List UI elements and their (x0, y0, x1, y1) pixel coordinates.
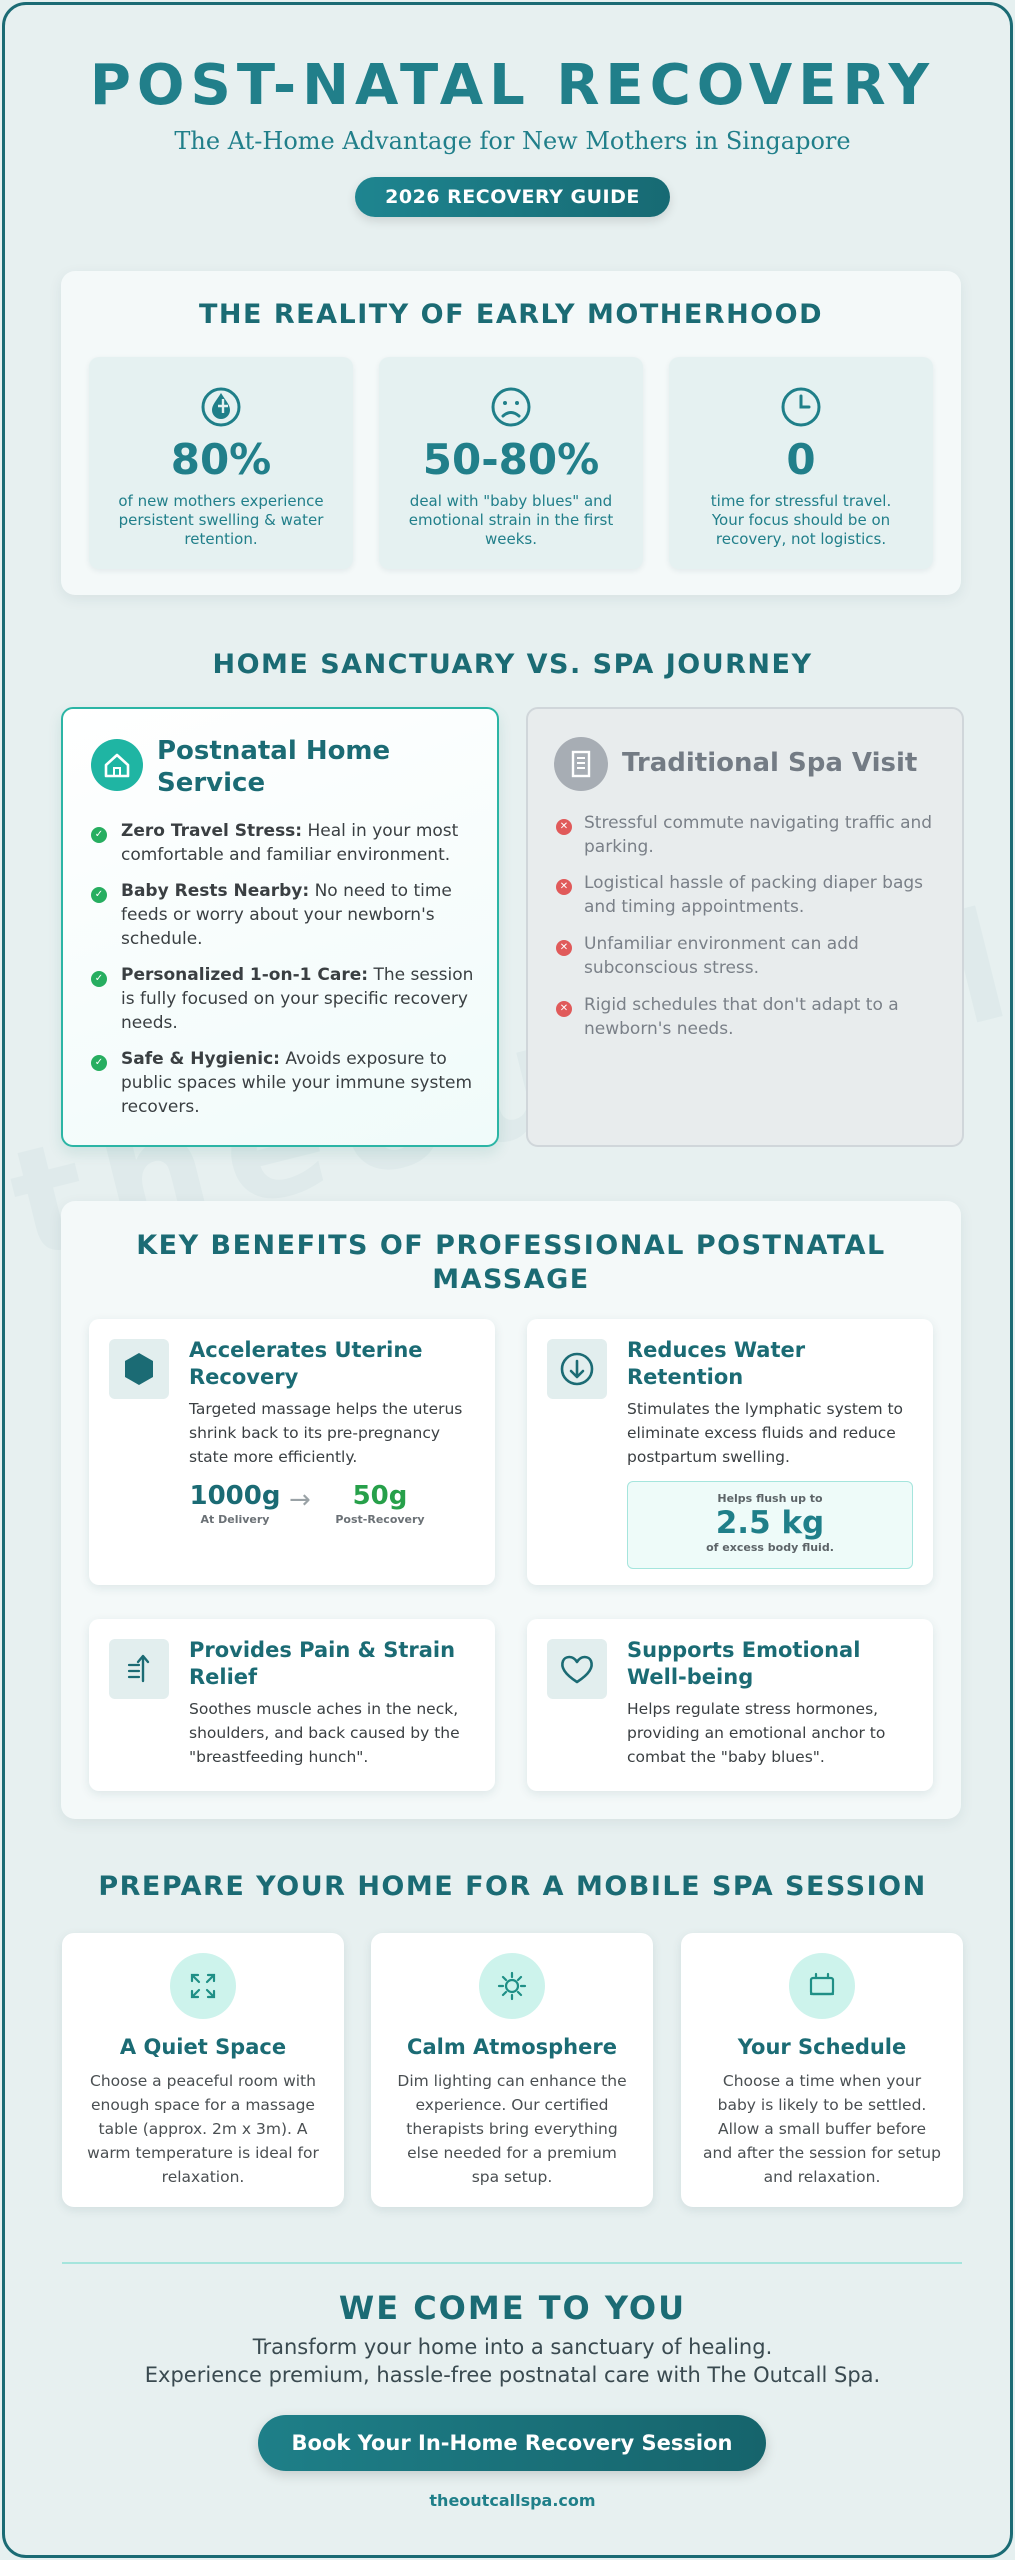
prep-card-quiet-space (62, 1933, 344, 2207)
expand-icon (170, 1953, 236, 2019)
benefit-text: Heal in your most comfortable and familiar environment. (121, 821, 459, 865)
benefit-title: Reduces Water Retention (627, 1338, 806, 1389)
benefit-card-pain-relief (89, 1619, 495, 1791)
prep-card-atmosphere (371, 1933, 653, 2207)
stat-card-swelling (89, 357, 353, 569)
prep-text: Dim lighting can enhance the experience. Our certified therapists bring everything else needed for a premium spa setup. (397, 2072, 627, 2186)
cross-icon: ✕ (556, 879, 572, 895)
clock-icon (779, 385, 823, 429)
prep-title: Calm Atmosphere (407, 2035, 617, 2059)
benefit-title: Accelerates Uterine Recovery (189, 1338, 423, 1389)
prep-title: A Quiet Space (119, 2035, 287, 2059)
home-benefit-item (121, 819, 481, 867)
prep-title: Your Schedule (737, 2035, 907, 2059)
cross-icon: ✕ (556, 1001, 572, 1017)
callout-bottom-text: of excess body fluid. (706, 1541, 834, 1554)
home-service-card (61, 707, 499, 1147)
website-link[interactable]: theoutcallspa.com (429, 2491, 596, 2510)
water-drop-icon (199, 385, 243, 429)
spa-drawback-item: Stressful commute navigating traffic and parking. (584, 813, 933, 857)
heart-icon (547, 1639, 607, 1699)
home-icon (91, 739, 143, 791)
end-weight-value: 50g (352, 1481, 408, 1511)
page-title: POST-NATAL RECOVERY (89, 53, 936, 118)
stat-card-baby-blues (379, 357, 643, 569)
sad-face-icon (489, 385, 533, 429)
arrow-down-circle-icon (547, 1339, 607, 1399)
prep-text: Choose a peaceful room with enough space for a massage table (approx. 2m x 3m). A warm temperature is ideal for relaxation. (87, 2072, 319, 2186)
cross-icon: ✕ (556, 940, 572, 956)
building-icon (554, 737, 608, 791)
relief-arrow-icon (109, 1639, 169, 1699)
start-weight-value: 1000g (189, 1481, 281, 1511)
benefit-card-water (527, 1319, 933, 1585)
spa-drawback-item: Rigid schedules that don't adapt to a newborn's needs. (584, 995, 899, 1039)
benefit-text: No need to time feeds or worry about your newborn's schedule. (121, 881, 452, 949)
reality-heading: THE REALITY OF EARLY MOTHERHOOD (199, 299, 823, 330)
benefit-card-emotional (527, 1619, 933, 1791)
benefits-heading: KEY BENEFITS OF PROFESSIONAL POSTNATAL MASSAGE (136, 1230, 886, 1295)
benefit-text: Targeted massage helps the uterus shrink back to its pre-pregnancy state more efficiently. (189, 1400, 463, 1466)
prep-text: Choose a time when your baby is likely to be settled. Allow a small buffer before and after the session for setup and relaxation. (703, 2072, 941, 2186)
check-icon: ✓ (91, 1055, 107, 1071)
section-divider (62, 2262, 962, 2264)
start-weight-label: At Delivery (200, 1513, 270, 1526)
fluid-flush-callout (627, 1481, 913, 1569)
hexagon-icon (109, 1339, 169, 1399)
benefit-label: Safe & Hygienic: (121, 1049, 280, 1069)
spa-visit-title: Traditional Spa Visit (622, 748, 918, 778)
stat-value: 0 (786, 435, 816, 484)
benefit-label: Baby Rests Nearby: (121, 881, 310, 901)
comparison-heading: HOME SANCTUARY VS. SPA JOURNEY (212, 649, 813, 680)
home-benefit-item (121, 1047, 481, 1119)
sun-icon (479, 1953, 545, 2019)
guide-badge: 2026 RECOVERY GUIDE (355, 177, 670, 217)
benefit-text: Helps regulate stress hormones, providing an emotional anchor to combat the "baby blues". (627, 1700, 886, 1766)
stat-value: 80% (170, 435, 272, 484)
home-benefit-item (121, 963, 481, 1035)
spa-drawback-item: Logistical hassle of packing diaper bags and timing appointments. (584, 873, 924, 917)
stat-description: deal with "baby blues" and emotional strain in the first weeks. (408, 492, 614, 548)
footer-line-2: Experience premium, hassle-free postnatal care with The Outcall Spa. (144, 2363, 881, 2387)
benefit-label: Zero Travel Stress: (121, 821, 303, 841)
spa-visit-card (526, 707, 964, 1147)
stat-value: 50-80% (422, 435, 600, 484)
tablet-icon (789, 1953, 855, 2019)
benefit-title: Supports Emotional Well-being (627, 1638, 861, 1689)
benefit-text: The session is fully focused on your specific recovery needs. (121, 965, 474, 1033)
callout-top-text: Helps flush up to (717, 1492, 823, 1505)
cross-icon: ✕ (556, 819, 572, 835)
benefit-title: Provides Pain & Strain Relief (189, 1638, 456, 1689)
stat-card-travel-time (669, 357, 933, 569)
home-service-title: Postnatal Home Service (157, 736, 391, 798)
arrow-right-icon: → (289, 1485, 311, 1515)
benefit-label: Personalized 1-on-1 Care: (121, 965, 369, 985)
footer-line-1: Transform your home into a sanctuary of healing. (252, 2335, 773, 2359)
prepare-heading: PREPARE YOUR HOME FOR A MOBILE SPA SESSION (98, 1871, 927, 1902)
home-benefit-item (121, 879, 481, 951)
uterus-weight-start (189, 1481, 281, 1526)
benefit-text: Soothes muscle aches in the neck, shoulders, and back caused by the "breastfeeding hunch". (189, 1700, 460, 1766)
check-icon: ✓ (91, 971, 107, 987)
uterus-weight-end (327, 1481, 433, 1526)
book-session-button[interactable]: Book Your In-Home Recovery Session (258, 2415, 766, 2471)
reality-section (61, 271, 961, 595)
end-weight-label: Post-Recovery (335, 1513, 425, 1526)
stat-description: time for stressful travel. Your focus should be on recovery, not logistics. (710, 492, 892, 548)
page-subtitle: The At-Home Advantage for New Mothers in Singapore (174, 127, 851, 155)
infographic-frame (2, 2, 1013, 2558)
benefit-card-uterine (89, 1319, 495, 1585)
spa-drawback-item: Unfamiliar environment can add subconscious stress. (584, 934, 859, 978)
benefit-text: Stimulates the lymphatic system to eliminate excess fluids and reduce postpartum swelling. (627, 1400, 904, 1466)
benefit-text: Avoids exposure to public spaces while your immune system recovers. (121, 1049, 473, 1117)
check-icon: ✓ (91, 887, 107, 903)
prep-card-schedule (681, 1933, 963, 2207)
check-icon: ✓ (91, 827, 107, 843)
callout-value: 2.5 kg (715, 1505, 825, 1541)
stat-description: of new mothers experience persistent swelling & water retention. (118, 492, 324, 548)
benefits-section (61, 1201, 961, 1819)
footer-heading: WE COME TO YOU (338, 2289, 687, 2327)
